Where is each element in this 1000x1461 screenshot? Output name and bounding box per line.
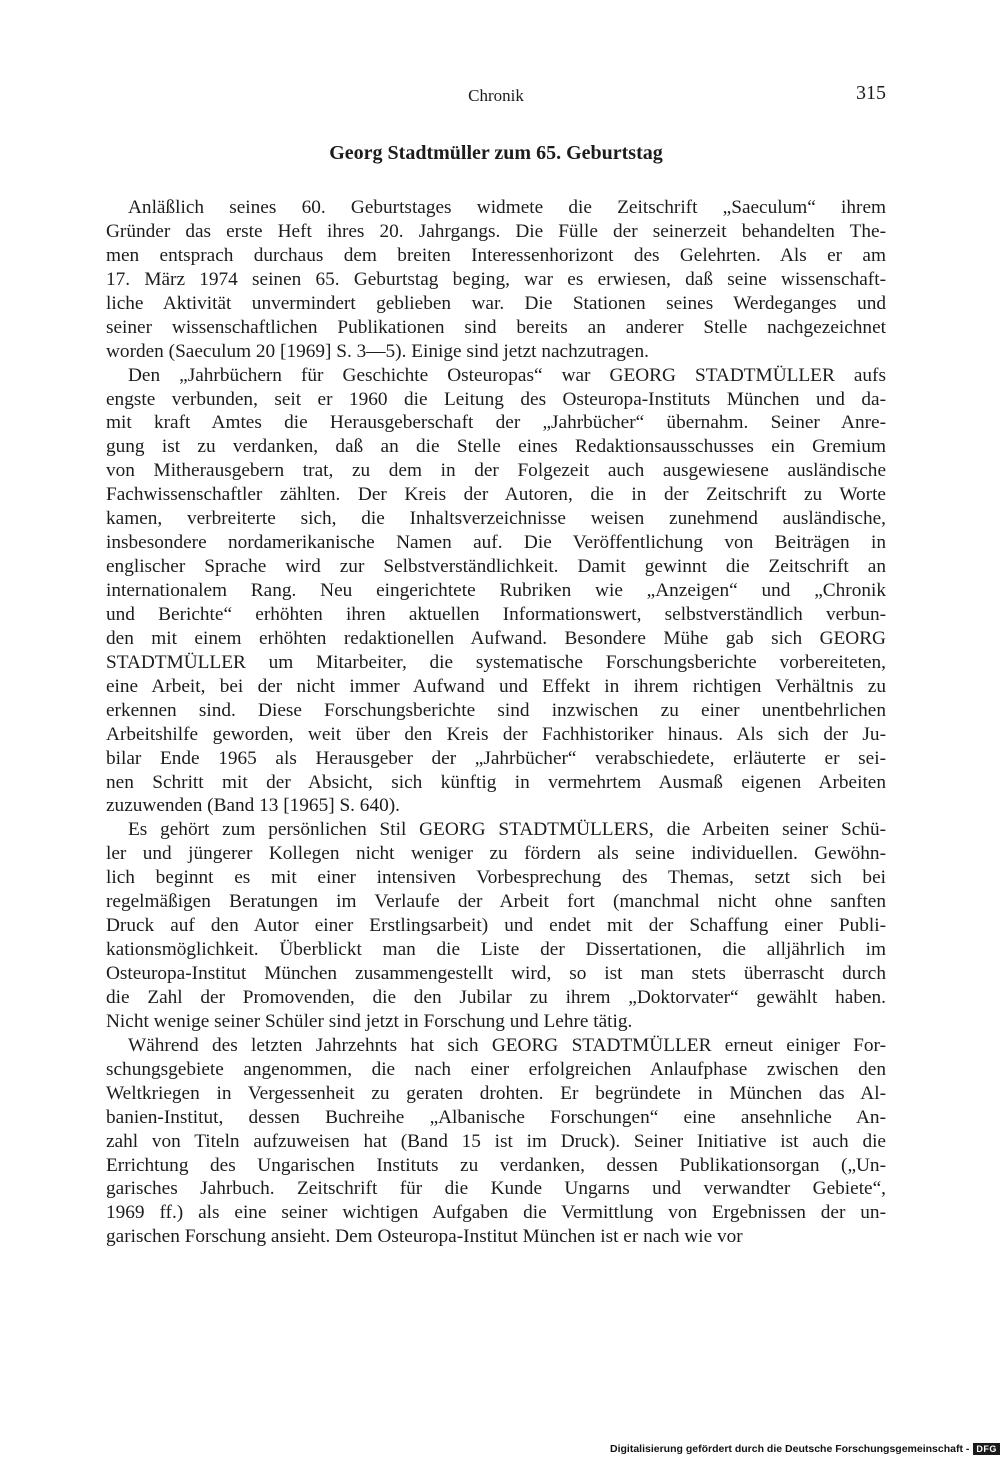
text-line: die Zahl der Promovenden, die den Jubilar zu ihrem „Doktorvater“ gewählt haben. <box>106 986 886 1008</box>
text-line: kamen, verbreiterte sich, die Inhaltsverzeichnisse weisen zunehmend ausländische, <box>106 508 886 530</box>
text-line: garisches Jahrbuch. Zeitschrift für die Kunde Ungarns und verwandter Gebiete“, <box>106 1178 886 1200</box>
text-line: Druck auf den Autor einer Erstlingsarbeit) und endet mit der Schaffung einer Publi- <box>106 915 886 937</box>
paragraph <box>106 196 886 364</box>
text-line: garischen Forschung ansieht. Dem Osteuropa-Institut München ist er nach wie vor <box>106 1226 743 1248</box>
page-number: 315 <box>856 82 886 104</box>
text-line: Fachwissenschaftler zählten. Der Kreis der Autoren, die in der Zeitschrift zu Worte <box>106 484 886 506</box>
text-line: Errichtung des Ungarischen Instituts zu verdanken, dessen Publikationsorgan („Un- <box>106 1154 886 1176</box>
text-line: ler und jüngerer Kollegen nicht weniger zu fördern als seine individuellen. Gewöhn- <box>106 843 886 865</box>
running-head <box>106 82 886 112</box>
text-line: Gründer das erste Heft ihres 20. Jahrgangs. Die Fülle der seinerzeit behandelten The- <box>106 220 886 242</box>
article-title: Georg Stadtmüller zum 65. Geburtstag <box>329 142 663 164</box>
text-line: internationalem Rang. Neu eingerichtete Rubriken wie „Anzeigen“ und „Chronik <box>106 580 886 601</box>
text-line: mit kraft Amtes die Herausgeberschaft der „Jahrbücher“ übernahm. Seiner Anre- <box>106 412 886 434</box>
text-line: von Mitherausgebern trat, zu dem in der Folgezeit auch ausgewiesene ausländische <box>106 460 886 482</box>
text-line: regelmäßigen Beratungen im Verlaufe der Arbeit fort (manchmal nicht ohne sanften <box>106 891 886 913</box>
text-line: gung ist zu verdanken, daß an die Stelle eines Redaktionsausschusses ein Gremium <box>106 436 886 458</box>
text-line: kationsmöglichkeit. Überblickt man die Liste der Dissertationen, die alljährlich im <box>106 939 886 961</box>
dfg-logo: DFG <box>973 1443 1000 1455</box>
text-line: zahl von Titeln aufzuweisen hat (Band 15 ist im Druck). Seiner Initiative ist auch die <box>106 1130 886 1152</box>
text-line: nen Schritt mit der Absicht, sich künftig in vermehrtem Ausmaß eigenen Arbeiten <box>106 771 886 793</box>
text-line: Den „Jahrbüchern für Geschichte Osteuropas“ war GEORG STADTMÜLLER aufs <box>128 364 886 386</box>
text-line: lich beginnt es mit einer intensiven Vorbesprechung des Themas, setzt sich bei <box>106 867 886 889</box>
text-line: banien-Institut, dessen Buchreihe „Albanische Forschungen“ eine ansehnliche An- <box>106 1106 886 1128</box>
text-line: seiner wissenschaftlichen Publikationen sind bereits an anderer Stelle nachgezeichnet <box>106 316 886 338</box>
text-line: worden (Saeculum 20 [1969] S. 3—5). Einige sind jetzt nachzutragen. <box>106 340 649 362</box>
paragraph <box>106 364 886 819</box>
text-line: bilar Ende 1965 als Herausgeber der „Jahrbücher“ verabschiedete, erläuterte er sei- <box>106 747 886 769</box>
text-line: 1969 ff.) als eine seiner wichtigen Aufgaben die Vermittlung von Ergebnissen der un- <box>106 1202 886 1224</box>
text-line: den mit einem erhöhten redaktionellen Aufwand. Besondere Mühe gab sich GEORG <box>106 627 886 649</box>
paragraph <box>106 1034 886 1249</box>
text-line: erkennen sind. Diese Forschungsberichte sind inzwischen zu einer unentbehrlichen <box>106 699 886 721</box>
text-line: zuzuwenden (Band 13 [1965] S. 640). <box>106 795 400 817</box>
text-line: schungsgebiete angenommen, die nach einer erfolgreichen Anlaufphase zwischen den <box>106 1058 886 1080</box>
text-line: Arbeitshilfe geworden, weit über den Kreis der Fachhistoriker hinaus. Als sich der Ju- <box>106 723 886 745</box>
paragraph <box>106 818 886 1033</box>
text-line: STADTMÜLLER um Mitarbeiter, die systematische Forschungsberichte vorbereiteten, <box>106 651 886 673</box>
text-line: Nicht wenige seiner Schüler sind jetzt in Forschung und Lehre tätig. <box>106 1010 633 1032</box>
text-line: Weltkriegen in Vergessenheit zu geraten drohten. Er begründete in München das Al- <box>106 1082 886 1104</box>
text-line: insbesondere nordamerikanische Namen auf. Die Veröffentlichung von Beiträgen in <box>106 532 886 554</box>
funding-note: Digitalisierung gefördert durch die Deutsche Forschungsgemeinschaft - <box>610 1443 970 1455</box>
text-line: Es gehört zum persönlichen Stil GEORG STADTMÜLLERS, die Arbeiten seiner Schü- <box>128 819 886 841</box>
text-line: Anläßlich seines 60. Geburtstages widmete die Zeitschrift „Saeculum“ ihrem <box>128 197 886 218</box>
text-line: engste verbunden, seit er 1960 die Leitung des Osteuropa-Instituts München und da- <box>106 388 886 410</box>
section-title: Chronik <box>468 86 524 105</box>
text-line: und Berichte“ erhöhten ihren aktuellen Informationswert, selbstverständlich verbun- <box>106 603 886 625</box>
text-line: englischer Sprache wird zur Selbstverständlichkeit. Damit gewinnt die Zeitschrift an <box>106 556 886 578</box>
text-line: Während des letzten Jahrzehnts hat sich GEORG STADTMÜLLER erneut einiger For- <box>128 1034 886 1056</box>
text-line: men entsprach durchaus dem breiten Interessenhorizont des Gelehrten. Als er am <box>106 244 886 266</box>
text-line: liche Aktivität unvermindert geblieben war. Die Stationen seines Werdeganges und <box>106 292 886 314</box>
text-line: Osteuropa-Institut München zusammengestellt wird, so ist man stets überrascht durch <box>106 963 886 984</box>
text-line: 17. März 1974 seinen 65. Geburtstag beging, war es erwiesen, daß seine wissenschaft- <box>106 268 886 290</box>
article-body <box>106 196 886 1249</box>
text-line: eine Arbeit, bei der nicht immer Aufwand und Effekt in ihrem richtigen Verhältnis zu <box>106 675 886 697</box>
digitization-footer <box>610 1441 1000 1457</box>
